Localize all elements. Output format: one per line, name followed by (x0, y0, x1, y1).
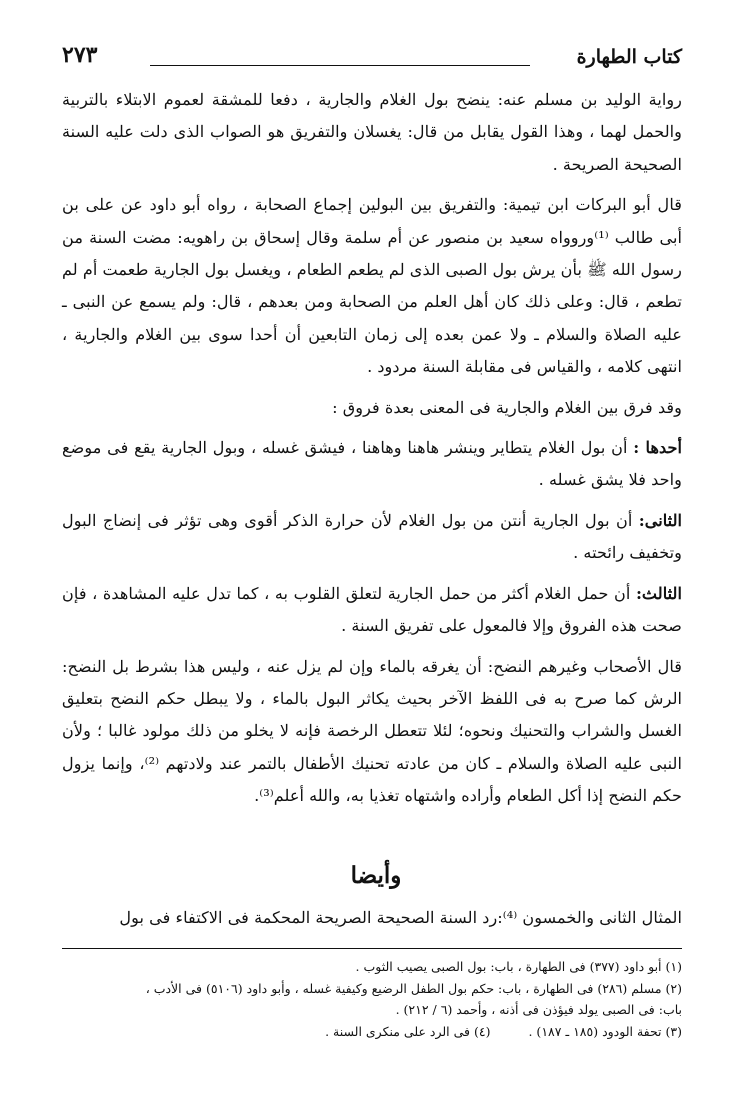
footnote-2-cont: باب: فى الصبى يولد فيؤذن فى أذنه ، وأحمد (٦ / ٢١٢) . (395, 1002, 682, 1017)
paragraph-1: رواية الوليد بن مسلم عنه: ينضح بول الغلام والجارية ، دفعا للمشقة لعموم الابتلاء بالتربية والحمل لهما ، وهذا القول يقابل من قال: يغسلان والتفريق هو الصواب الذى دلت عليه السنة الصحيحة الصريحة . (62, 90, 682, 174)
page-number: ٢٧٣ (62, 42, 98, 68)
paragraph-7: قال الأصحاب وغيرهم النضح: أن يغرقه بالماء وإن لم يزل عنه ، وليس هذا بشرط بل النضح: الرش كما صرح به فى اللفظ الآخر بحيث يكاثر البول بالماء ، ولا يبطل حكم النضح بتعليق الغسل والشراب والتحنيك ونحوه؛ لئلا تتعطل الرخصة فإنه لا يخلو من ذلك مولود غالبا ؛ ولأن النبى عليه الصلاة والسلام ـ كان من عادته تحنيك الأطفال بالتمر عند ولادتهم ⁽²⁾، وإنما يزول حكم النضح إذا أكل الطعام وأراده واشتهاه تغذيا به، والله أعلم⁽³⁾. (62, 656, 682, 806)
footnote-2: (٢) مسلم (٢٨٦) فى الطهارة ، باب: حكم بول الطفل الرضيع وكيفية غسله ، وأبو داود (٥١٠٦) فى الأدب ، (145, 980, 682, 996)
paragraph-2: قال أبو البركات ابن تيمية: والتفريق بين البولين إجماع الصحابة ، رواه أبو داود عن على بن أبى طالب ⁽¹⁾وروواه سعيد بن منصور عن أم سلمة وقال إسحاق بن راهويه: مضت السنة من رسول الله ﷺ بأن يرش بول الصبى الذى لم يطعم الطعام ، ويغسل بول الجارية طعمت أم لم تطعم ، قال: وعلى ذلك كان أهل العلم من الصحابة ومن بعدهم ، قال: ولم يسمع عن النبى ـ عليه الصلاة والسلام ـ ولا عمن بعده إلى زمان التابعين أن أحدا سوى بين الغلام والجارية ، انتهى كلامه ، والقياس فى مقابلة السنة مردود . (62, 195, 683, 377)
footnotes (62, 956, 682, 1042)
footnote-1: (١) أبو داود (٣٧٧) فى الطهارة ، باب: بول الصبى يصيب الثوب . (355, 959, 682, 974)
paragraph-4-text: أن بول الغلام يتطاير وينشر هاهنا وهاهنا ، فيشق غسله ، وبول الجارية يقع فى موضع واحد فلا يشق غسله . (62, 438, 682, 490)
paragraph-6-lead: الثالث: (635, 583, 682, 603)
footnote-rule (62, 948, 682, 949)
footnote-row-3-4 (62, 1021, 682, 1043)
footnote-4: (٤) فى الرد على منكرى السنة . (325, 1023, 491, 1039)
paragraph-5 (62, 505, 682, 570)
book-title: كتاب الطهارة (576, 46, 682, 68)
paragraph-6 (62, 578, 682, 643)
header-rule (150, 65, 530, 66)
paragraph-4-lead: أحدها : (633, 438, 682, 458)
page-header (62, 40, 682, 74)
section-title: وأيضا (350, 862, 402, 889)
paragraph-3: وقد فرق بين الغلام والجارية فى المعنى بعدة فروق : (332, 397, 682, 417)
paragraph-6-text: أن حمل الغلام أكثر من حمل الجارية لتعلق القلوب به ، كما تدل عليه المشاهدة ، فإن صحت هذه الفروق وإلا فالمعول على تفريق السنة . (62, 583, 682, 636)
paragraph-5-text: أن بول الجارية أنتن من بول الغلام لأن حرارة الذكر أقوى وهى تؤثر فى إنضاج البول وتخفيف رائحته . (62, 510, 682, 563)
paragraph-4 (62, 432, 682, 497)
main-text (62, 84, 682, 813)
footnote-3: (٣) تحفة الودود (١٨٥ ـ ١٨٧) . (528, 1023, 682, 1039)
section-first-line: المثال الثانى والخمسون ⁽⁴⁾:رد السنة الصحيحة الصريحة المحكمة فى الاكتفاء فى بول (119, 908, 682, 927)
paragraph-5-lead: الثانى: (638, 510, 683, 530)
